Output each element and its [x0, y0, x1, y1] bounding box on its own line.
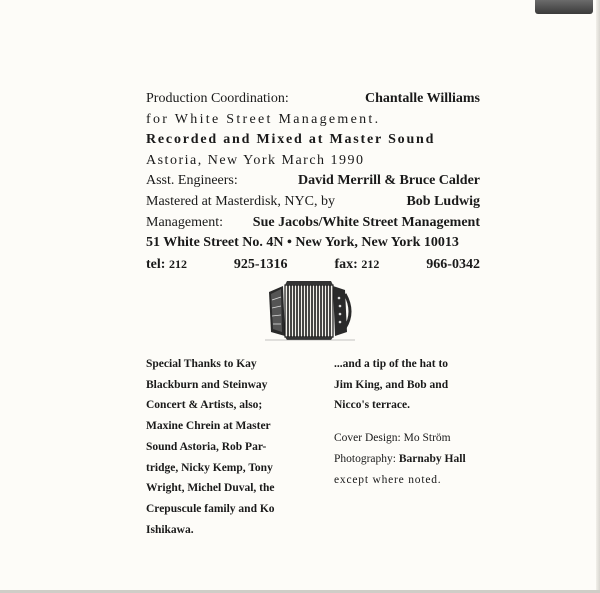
credits-block	[146, 89, 480, 274]
tel-label: tel:	[146, 256, 166, 272]
accordion-icon	[265, 278, 355, 342]
asst-label: Asst. Engineers:	[146, 173, 238, 189]
mastered-name: Bob Ludwig	[406, 193, 480, 209]
credit-line-location	[146, 151, 480, 172]
thanks-line: Crepuscule family and Ko	[146, 502, 275, 515]
credit-line-management-org	[146, 110, 480, 131]
tip-line: Jim King, and Bob and	[334, 378, 449, 391]
credit-line-recorded	[146, 130, 480, 151]
mastered-label: Mastered at Masterdisk, NYC, by	[146, 193, 335, 209]
management-label: Management:	[146, 214, 223, 230]
except-line: except where noted.	[334, 473, 442, 486]
thanks-line: Blackburn and Steinway	[146, 378, 268, 391]
design-block	[334, 428, 484, 490]
photo-name: Barnaby Hall	[398, 452, 466, 465]
thanks-line: Special Thanks to Kay	[146, 358, 257, 370]
tip-line: Nicco's terrace.	[334, 399, 410, 412]
tel-number: 925-1316	[233, 256, 288, 272]
page-edge-shadow	[596, 0, 600, 593]
location-line: Astoria, New York March 1990	[146, 152, 365, 168]
cover-label: Cover Design:	[334, 432, 401, 445]
thanks-line: Sound Astoria, Rob Par-	[146, 440, 267, 453]
coordination-name: Chantalle Williams	[364, 91, 480, 106]
tip-and-design	[334, 354, 484, 490]
recorded-line: Recorded and Mixed at Master Sound	[146, 132, 436, 148]
credit-line-address	[146, 233, 480, 254]
asst-names: David Merrill & Bruce Calder	[298, 173, 480, 189]
special-thanks	[146, 354, 306, 540]
tip-line: ...and a tip of the hat to	[334, 358, 449, 370]
address-line: 51 White Street No. 4N • New York, New York 10013	[146, 235, 459, 251]
cover-name: Mo Ström	[403, 432, 451, 445]
photography-line	[334, 449, 484, 470]
thanks-line: Concert & Artists, also;	[146, 399, 263, 412]
tip-block	[334, 354, 484, 416]
cover-design-line	[334, 428, 484, 449]
thanks-line: Wright, Michel Duval, the	[146, 482, 275, 495]
corner-tab	[535, 0, 593, 14]
tel-area: 212	[168, 256, 187, 271]
credit-line-phone	[146, 254, 480, 275]
thanks-line: Ishikawa.	[146, 523, 194, 536]
credit-line-mastered	[146, 192, 480, 213]
fax-area: 212	[361, 256, 380, 271]
credit-line-management	[146, 213, 480, 234]
mgmt-line: for White Street Management.	[146, 111, 381, 127]
fax-label: fax:	[334, 256, 358, 272]
credit-line-asst	[146, 171, 480, 192]
credit-line-coordination	[146, 89, 480, 110]
photo-label: Photography:	[334, 452, 396, 465]
fax-number: 966-0342	[426, 256, 480, 272]
coordination-label: Production Coordination:	[146, 91, 289, 106]
thanks-line: Maxine Chrein at Master	[146, 420, 271, 433]
management-name: Sue Jacobs/White Street Management	[252, 214, 480, 230]
thanks-line: tridge, Nicky Kemp, Tony	[146, 461, 273, 474]
